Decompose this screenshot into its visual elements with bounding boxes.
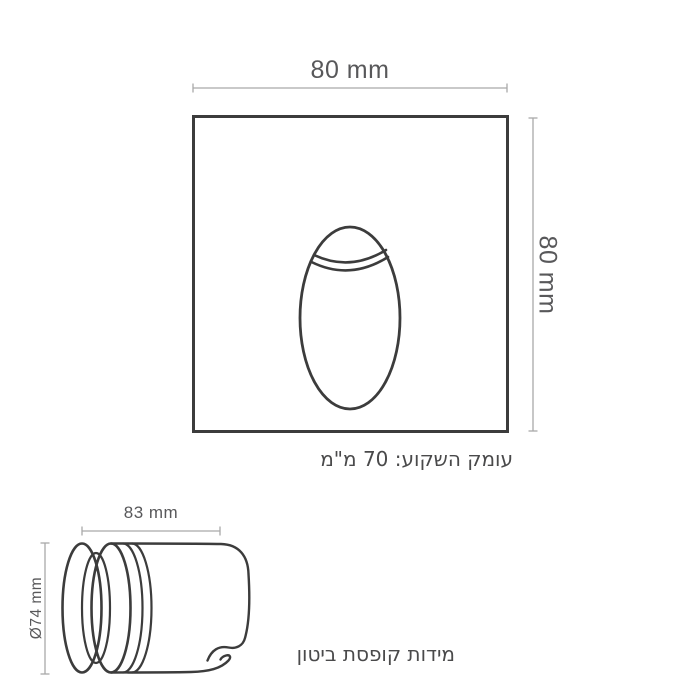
concrete-box-caption: מידות קופסת ביטון <box>296 642 455 666</box>
box-width-dimension-line <box>82 527 220 536</box>
mounting-box-group <box>41 527 250 675</box>
front-view-group <box>193 84 538 432</box>
recess-depth-caption: עומק השקוע: 70 מ"מ <box>320 447 513 471</box>
cylinder-wireframe <box>63 544 250 673</box>
front-height-dimension-label: 80 mm <box>533 235 562 315</box>
box-width-dimension-label: 83 mm <box>123 503 179 522</box>
body-outline-top-right <box>111 544 249 661</box>
front-width-dimension-label: 80 mm <box>310 56 390 84</box>
box-diameter-dimension-label: Ø74 mm <box>28 576 45 640</box>
